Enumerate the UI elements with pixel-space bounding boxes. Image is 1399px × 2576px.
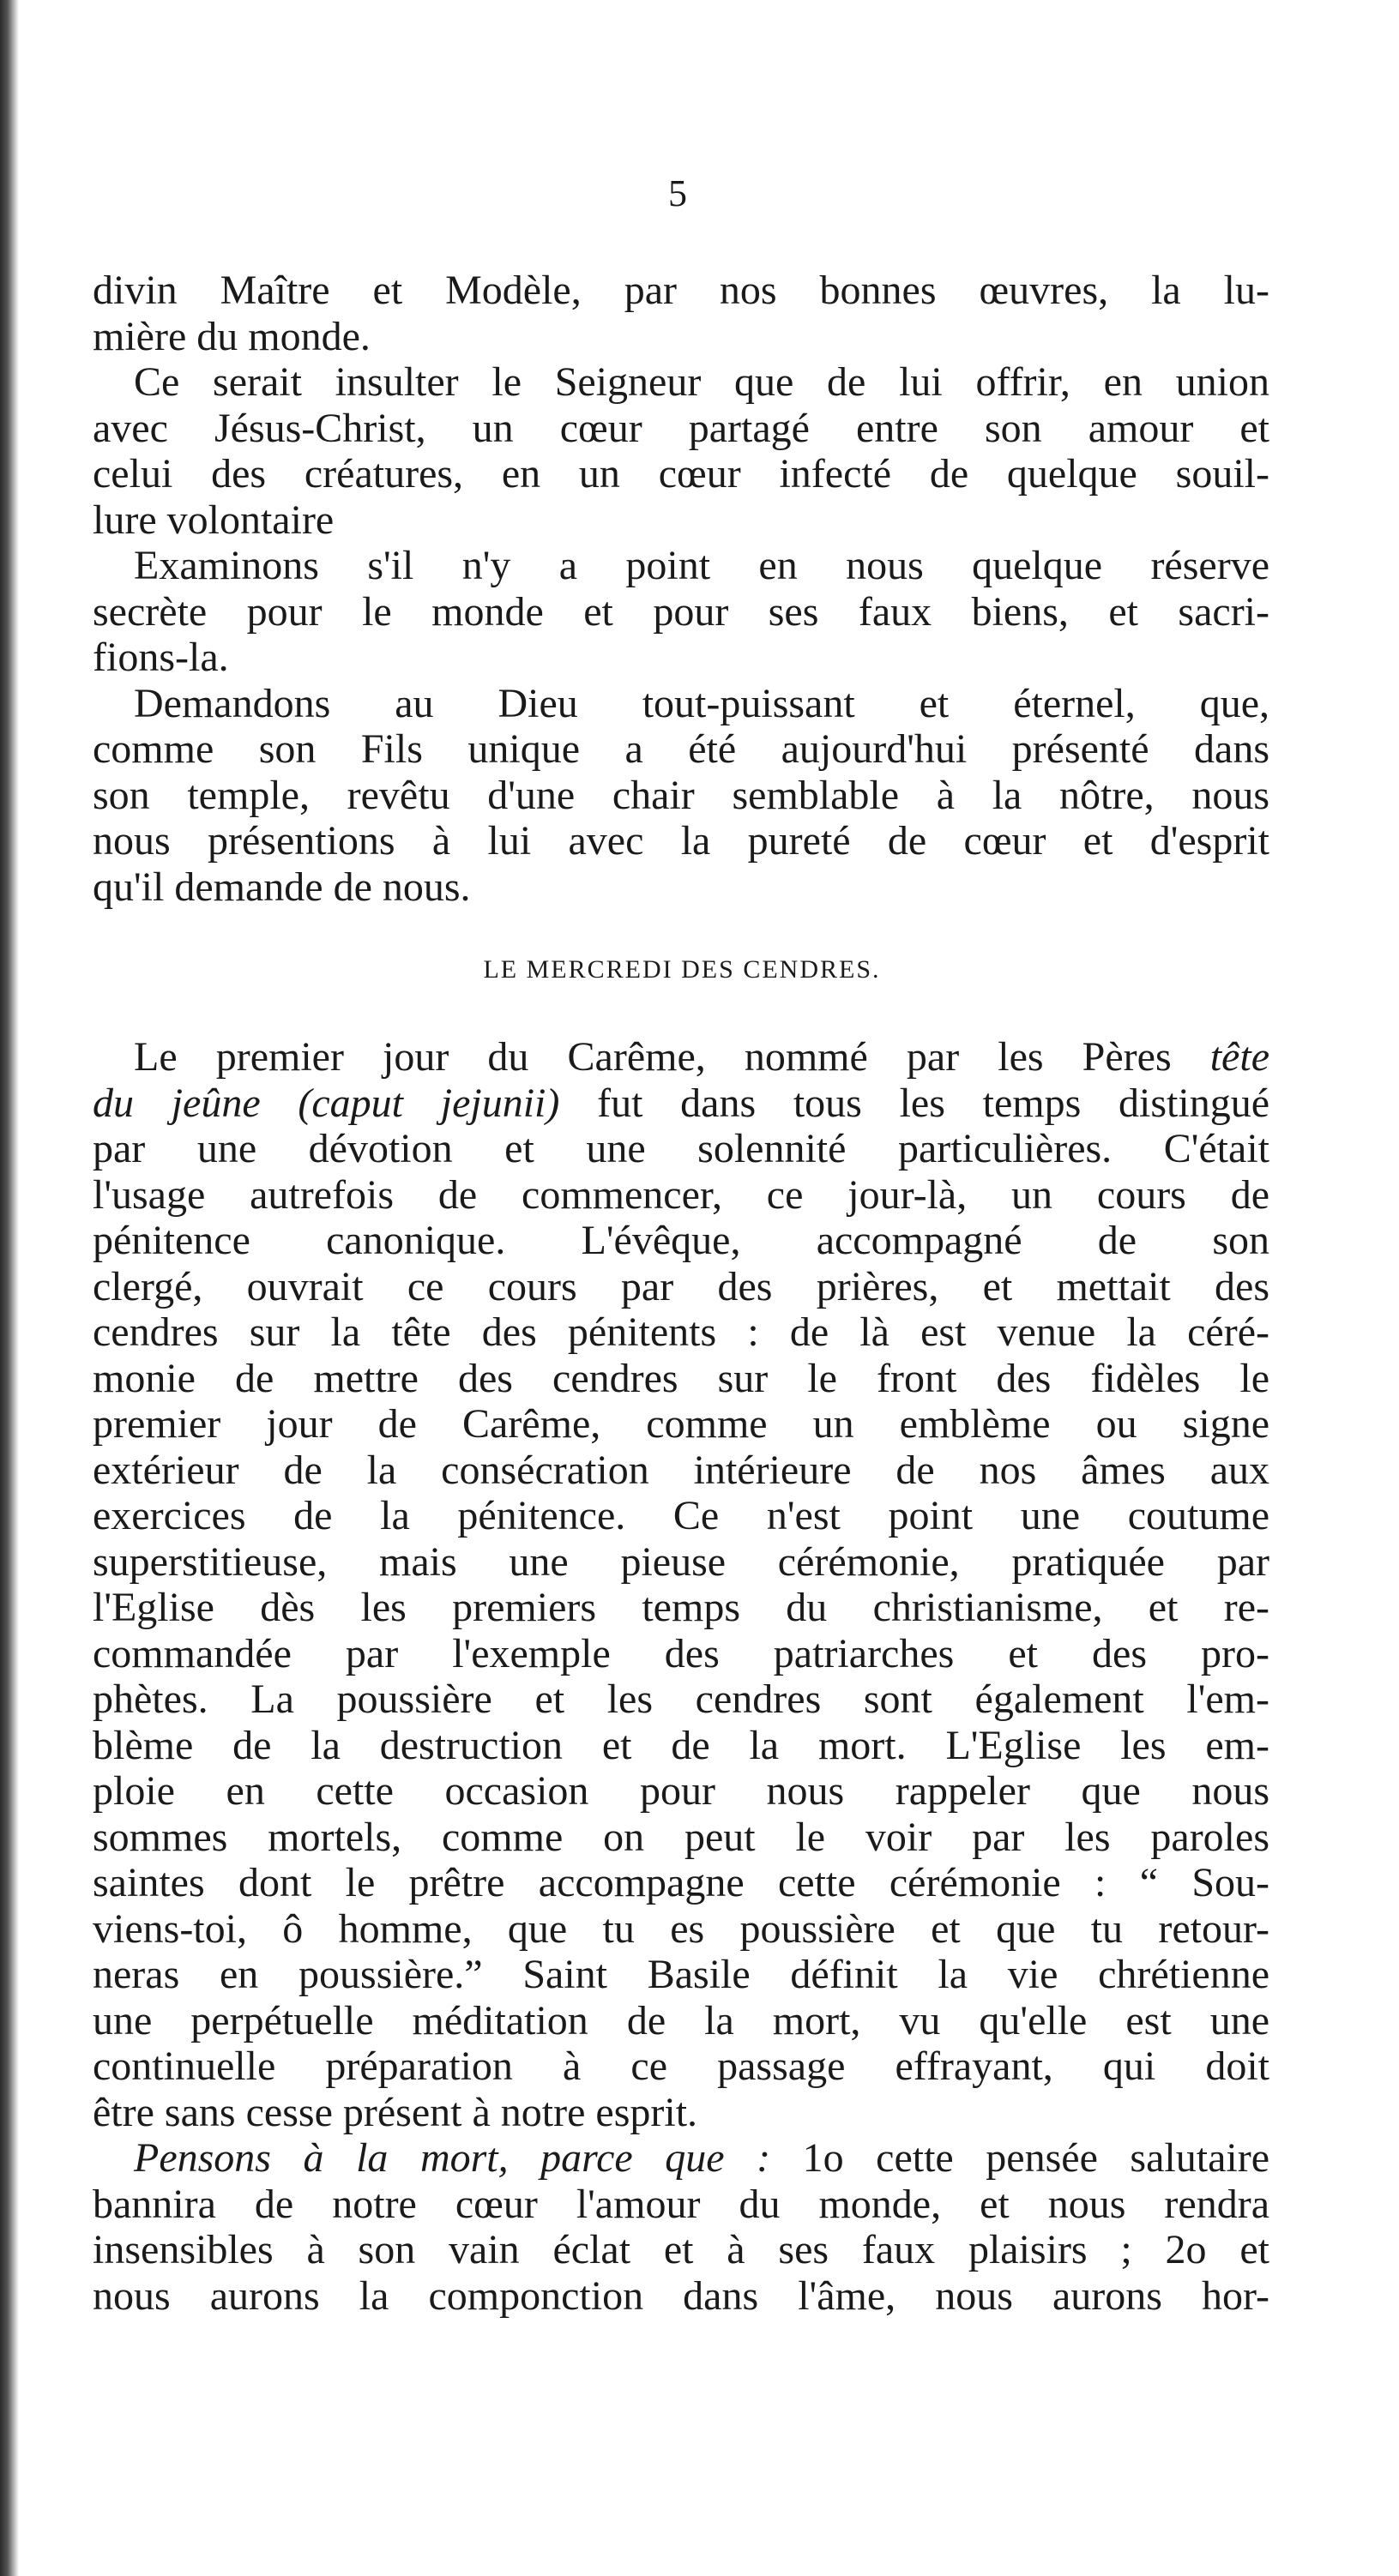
text-line: continuelle préparation à ce passage effrayant, qui doit [93, 2043, 1269, 2089]
text-fragment: Le premier jour du Carême, nommé par les Pères [134, 1034, 1210, 1080]
text-line: exercices de la pénitence. Ce n'est point une coutume [93, 1493, 1269, 1538]
top-text-block [93, 268, 1269, 910]
text-line: fions-la. [93, 635, 229, 680]
text-line: qu'il demande de nous. [93, 864, 471, 910]
text-line: neras en poussière.” Saint Basile définit la vie chrétienne [93, 1952, 1269, 1997]
text-line: Examinons s'il n'y a point en nous quelque réserve [134, 543, 1269, 588]
text-line: celui des créatures, en un cœur infecté de quelque souil- [93, 451, 1269, 497]
text-line: par une dévotion et une solennité particulières. C'était [93, 1126, 1269, 1171]
text-line: phètes. La poussière et les cendres sont également l'em- [93, 1676, 1269, 1722]
page-binding-edge [0, 0, 19, 2576]
text-line: Ce serait insulter le Seigneur que de lui offrir, en union [134, 359, 1269, 405]
text-line: avec Jésus-Christ, un cœur partagé entre son amour et [93, 405, 1269, 451]
italic-fragment: tête [1209, 1034, 1269, 1080]
text-line: l'usage autrefois de commencer, ce jour-là, un cours de [93, 1171, 1269, 1218]
text-line: nous présentions à lui avec la pureté de cœur et d'esprit [93, 818, 1269, 864]
text-line: secrète pour le monde et pour ses faux biens, et sacri- [93, 588, 1269, 635]
text-line: son temple, revêtu d'une chair semblable à la nôtre, nous [93, 772, 1269, 818]
text-line: sommes mortels, comme on peut le voir par les paroles [93, 1814, 1269, 1860]
text-line: lure volontaire [93, 497, 335, 543]
text-line: cendres sur la tête des pénitents : de là est venue la céré- [93, 1309, 1269, 1355]
text-line: extérieur de la consécration intérieure de nos âmes aux [93, 1447, 1269, 1493]
text-line: ploie en cette occasion pour nous rappeler que nous [93, 1768, 1269, 1814]
text-line [93, 1080, 1269, 1127]
text-line: commandée par l'exemple des patriarches et des pro- [93, 1630, 1269, 1676]
text-line: pénitence canonique. L'évêque, accompagné de son [93, 1218, 1269, 1263]
text-line: divin Maître et Modèle, par nos bonnes œuvres, la lu- [93, 268, 1269, 313]
italic-fragment: Pensons à la mort, parce que : [134, 2135, 771, 2181]
text-line: une perpétuelle méditation de la mort, vu qu'elle est une [93, 1997, 1269, 2043]
text-line: viens-toi, ô homme, que tu es poussière et que tu retour- [93, 1905, 1269, 1952]
text-line: premier jour de Carême, comme un emblème ou signe [93, 1401, 1269, 1447]
text-line: blème de la destruction et de la mort. L'Eglise les em- [93, 1722, 1269, 1768]
text-line: superstitieuse, mais une pieuse cérémonie, pratiquée par [93, 1538, 1269, 1585]
text-line: l'Eglise dès les premiers temps du christianisme, et re- [93, 1585, 1269, 1630]
text-fragment: 1o cette pensée salutaire [770, 2135, 1270, 2181]
text-line: monie de mettre des cendres sur le front des fidèles le [93, 1355, 1269, 1401]
text-line [93, 2135, 1269, 2182]
text-line: comme son Fils unique a été aujourd'hui présenté dans [93, 726, 1269, 772]
page-number: 5 [668, 172, 687, 214]
text-line: clergé, ouvrait ce cours par des prières, et mettait des [93, 1263, 1269, 1309]
text-line: bannira de notre cœur l'amour du monde, et nous rendra [93, 2181, 1269, 2227]
text-line: Demandons au Dieu tout-puissant et éternel, que, [134, 680, 1269, 726]
section-heading: LE MERCREDI DES CENDRES. [483, 955, 881, 984]
text-line: nous aurons la componction dans l'âme, nous aurons hor- [93, 2272, 1269, 2319]
text-line: mière du monde. [93, 313, 371, 359]
text-fragment: fut dans tous les temps distingué [559, 1080, 1269, 1126]
text-line: saintes dont le prêtre accompagne cette cérémonie : “ Sou- [93, 1860, 1269, 1905]
text-line [93, 1034, 1269, 1080]
main-text-block [93, 1034, 1269, 2319]
text-line: être sans cesse présent à notre esprit. [93, 2089, 698, 2135]
italic-fragment: du jeûne (caput jejunii) [93, 1080, 560, 1126]
text-line: insensibles à son vain éclat et à ses faux plaisirs ; 2o et [93, 2227, 1269, 2272]
